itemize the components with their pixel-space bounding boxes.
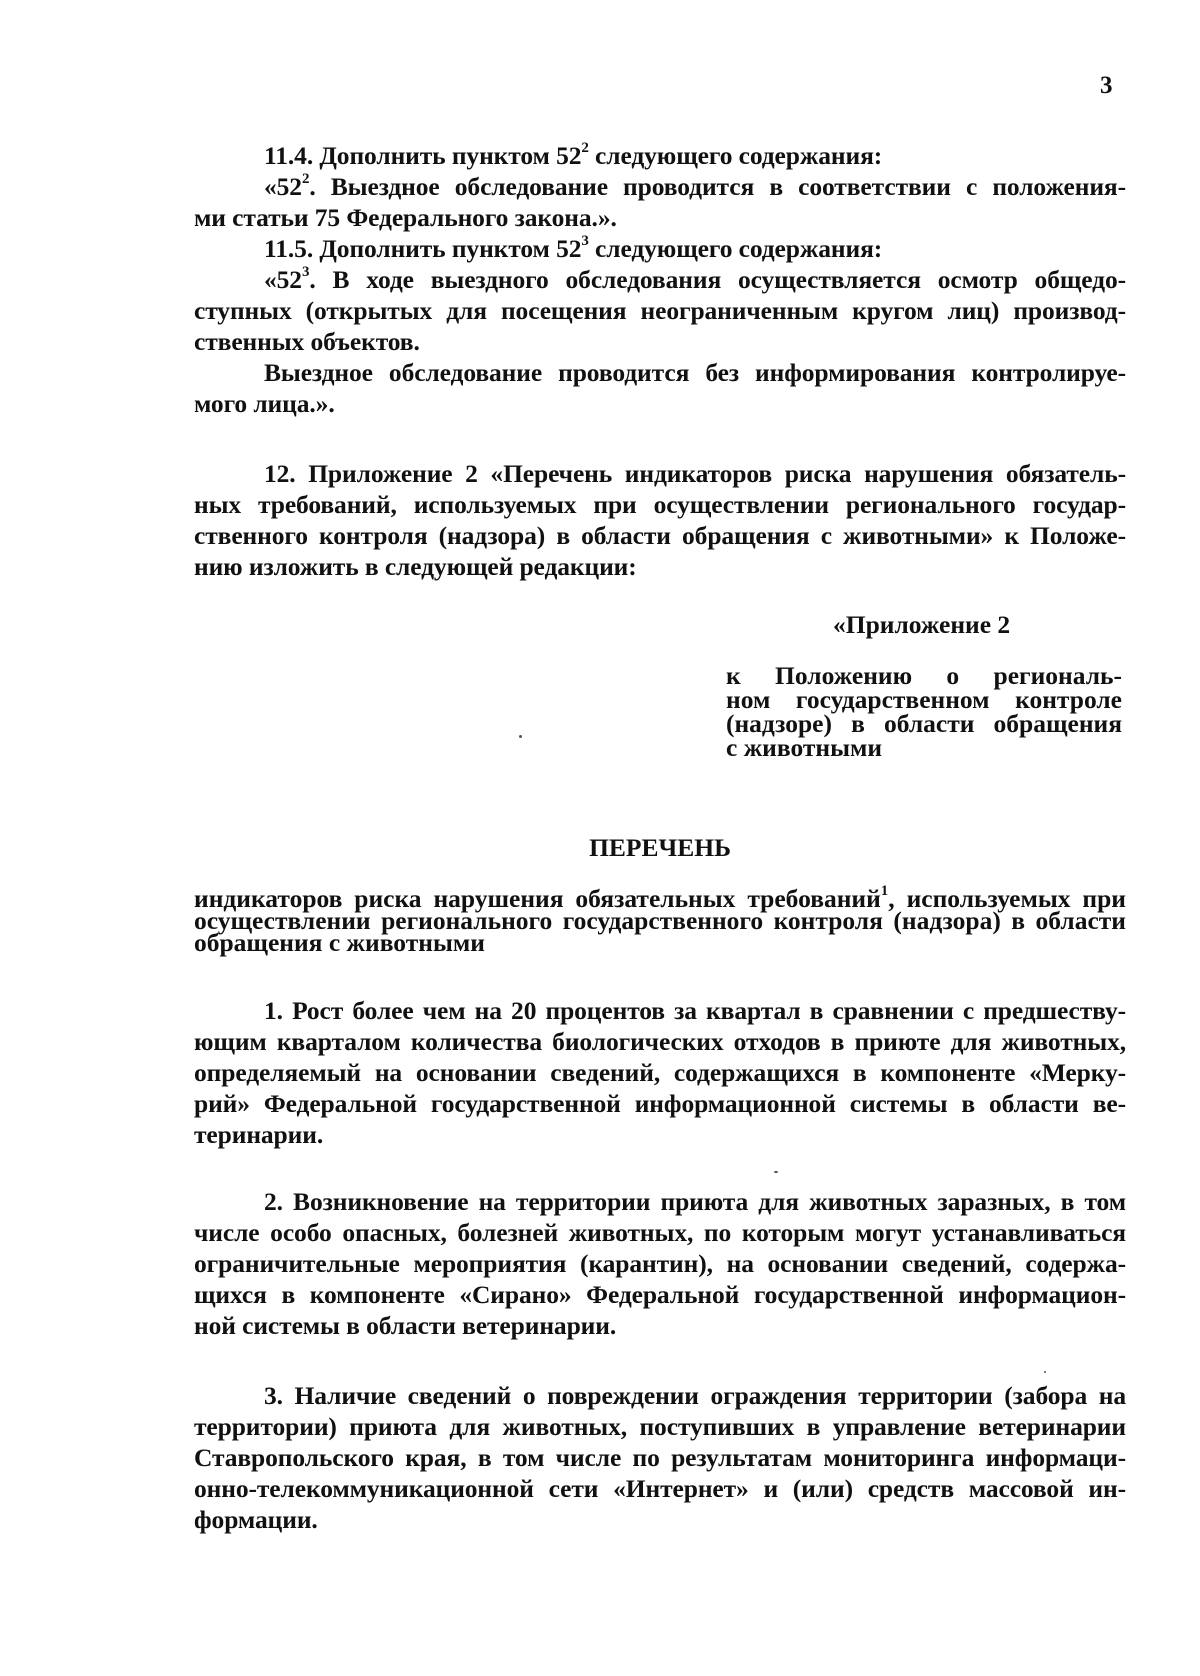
appendix-line2: ном государственном контроле [726,685,1122,714]
list-subtitle-line3: обращения с животными [194,928,485,957]
section-11-5-line4: ственных объектов. [194,327,420,356]
item3-line1: 3. Наличие сведений о повреждении ограждения территории (забора на [264,1381,1126,1410]
item2-line2: числе особо опасных, болезней животных, по которым могут устанавливаться [194,1218,1126,1247]
item2-line1: 2. Возникновение на территории приюта для животных заразных, в том [264,1187,1126,1216]
section-11-5-line5: Выездное обследование проводится без информирования контролируе- [264,358,1126,387]
list-item-2 [194,1186,1126,1341]
item3-line4: онно-телекоммуникационной сети «Интернет» и (или) средств массовой ин- [194,1474,1126,1503]
item2-line5: ной системы в области ветеринарии. [194,1311,617,1340]
list-item-1 [194,995,1126,1150]
item3-line2: территории) приюта для животных, поступивших в управление ветеринарии [194,1412,1126,1441]
item1-line5: теринарии. [194,1120,324,1149]
item1-line1: 1. Рост более чем на 20 процентов за квартал в сравнении с предшеству- [264,996,1126,1025]
appendix-subtitle [726,661,1122,762]
list-subtitle-line2: осуществлении регионального государственного контроля (надзора) в области [194,906,1126,935]
section-11-5-line2: «$52^3$. В ходе выездного обследования осуществляется осмотр общедо- [264,263,1126,294]
appendix-line3: (надзоре) в области обращения [726,709,1122,738]
section-11-4-line1: 11.4. Дополнить пунктом $52^2$ следующего содержания: [264,139,883,170]
list-subtitle-line1: индикаторов риска нарушения обязательных требований$^1$, используемых при [194,882,1126,913]
section-11-5-line1: 11.5. Дополнить пунктом $52^3$ следующего содержания: [264,232,883,263]
item1-line4: рий» Федеральной государственной информационной системы в области ве- [194,1089,1126,1118]
item1-line2: ющим кварталом количества биологических отходов в приюте для животных, [194,1027,1126,1056]
appendix-line4: с животными [726,733,883,762]
section-11-5-line6: мого лица.». [194,389,335,418]
section-12-line4: нию изложить в следующей редакции: [194,552,637,581]
scan-speck [774,1171,778,1173]
scan-speck [519,735,522,738]
scan-speck [1044,1371,1046,1373]
section-12-line2: ных требований, используемых при осуществлении регионального государ- [194,490,1126,519]
section-11-4-line3: ми статьи 75 Федерального закона.». [194,203,617,232]
item3-line3: Ставропольского края, в том числе по результатам мониторинга информаци- [194,1443,1126,1472]
section-11-5-line3: ступных (открытых для посещения неограниченным кругом лиц) производ- [194,296,1126,325]
item2-line4: щихся в компоненте «Сирано» Федеральной государственной информацион- [194,1280,1126,1309]
item2-line3: ограничительные мероприятия (карантин), на основании сведений, содержа- [194,1249,1126,1278]
section-12-line1: 12. Приложение 2 «Перечень индикаторов риска нарушения обязатель- [264,459,1126,488]
item3-line5: формации. [194,1505,318,1534]
appendix-line1: к Положению о региональ- [726,661,1122,690]
list-subtitle [194,882,1126,957]
section-12-line3: ственного контроля (надзора) в области обращения с животными» к Положе- [194,521,1126,550]
section-11-4 [194,140,1126,233]
list-heading: ПЕРЕЧЕНЬ [589,833,731,862]
section-11-4-line2: «$52^2$. Выездное обследование проводится в соответствии с положения- [264,170,1126,201]
list-item-3 [194,1380,1126,1535]
section-12 [194,458,1126,582]
section-11-5 [194,233,1126,419]
page-number: 3 [1100,72,1113,99]
appendix-title: «Приложение 2 [833,610,1011,639]
item1-line3: определяемый на основании сведений, содержащихся в компоненте «Мерку- [194,1058,1126,1087]
